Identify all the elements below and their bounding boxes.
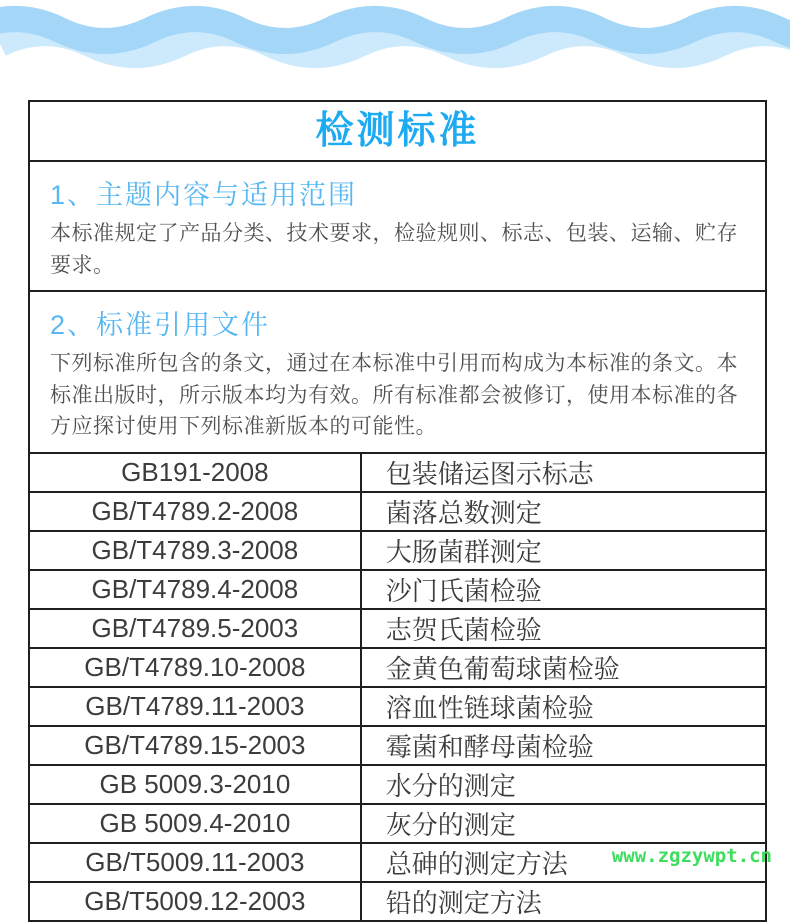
standard-name-cell: 灰分的测定: [361, 804, 765, 843]
standard-code-cell: GB/T4789.2-2008: [30, 492, 361, 531]
standard-name-cell: 包装储运图示标志: [361, 453, 765, 492]
table-row: [30, 804, 765, 843]
standard-name-cell: 溶血性链球菌检验: [361, 687, 765, 726]
table-row: [30, 726, 765, 765]
section-scope-body: 本标准规定了产品分类、技术要求，检验规则、标志、包装、运输、贮存要求。: [50, 222, 738, 277]
standard-name-cell: 志贺氏菌检验: [361, 609, 765, 648]
standard-code-cell: GB 5009.3-2010: [30, 765, 361, 804]
standard-name-cell: 菌落总数测定: [361, 492, 765, 531]
section-references: [30, 292, 765, 452]
table-row: [30, 531, 765, 570]
section-references-body: 下列标准所包含的条文，通过在本标准中引用而构成为本标准的条文。本标准出版时，所示版本均为有效。所有标准都会被修订，使用本标准的各方应探讨使用下列标准新版本的可能性。: [50, 352, 738, 438]
section-references-heading: 2、标准引用文件: [50, 310, 271, 340]
wave-icon: [0, 0, 790, 80]
standard-name-cell: 大肠菌群测定: [361, 531, 765, 570]
table-row: [30, 453, 765, 492]
standards-card: [28, 100, 767, 922]
table-row: [30, 609, 765, 648]
standard-name-cell: 水分的测定: [361, 765, 765, 804]
table-row: [30, 648, 765, 687]
standard-code-cell: GB/T5009.12-2003: [30, 882, 361, 920]
table-row: [30, 687, 765, 726]
table-row: [30, 492, 765, 531]
standard-code-cell: GB/T4789.15-2003: [30, 726, 361, 765]
standard-name-cell: 铅的测定方法: [361, 882, 765, 920]
table-row: [30, 570, 765, 609]
watermark-text: www.zgzywpt.cn: [611, 845, 772, 867]
standard-name-cell: 霉菌和酵母菌检验: [361, 726, 765, 765]
standard-code-cell: GB/T4789.3-2008: [30, 531, 361, 570]
section-scope-heading: 1、主题内容与适用范围: [50, 180, 358, 210]
section-scope: [30, 162, 765, 292]
standard-code-cell: GB191-2008: [30, 453, 361, 492]
table-row: [30, 765, 765, 804]
standard-code-cell: GB/T5009.11-2003: [30, 843, 361, 882]
standard-code-cell: GB/T4789.4-2008: [30, 570, 361, 609]
standard-name-cell: 金黄色葡萄球菌检验: [361, 648, 765, 687]
table-row: [30, 882, 765, 920]
standard-code-cell: GB/T4789.5-2003: [30, 609, 361, 648]
standard-code-cell: GB/T4789.11-2003: [30, 687, 361, 726]
standard-name-cell: 沙门氏菌检验: [361, 570, 765, 609]
page-title: 检测标准: [30, 102, 765, 162]
standard-code-cell: GB 5009.4-2010: [30, 804, 361, 843]
wave-decoration: [0, 0, 790, 80]
standard-code-cell: GB/T4789.10-2008: [30, 648, 361, 687]
standard-name-cell: 总砷的测定方法: [361, 843, 765, 882]
